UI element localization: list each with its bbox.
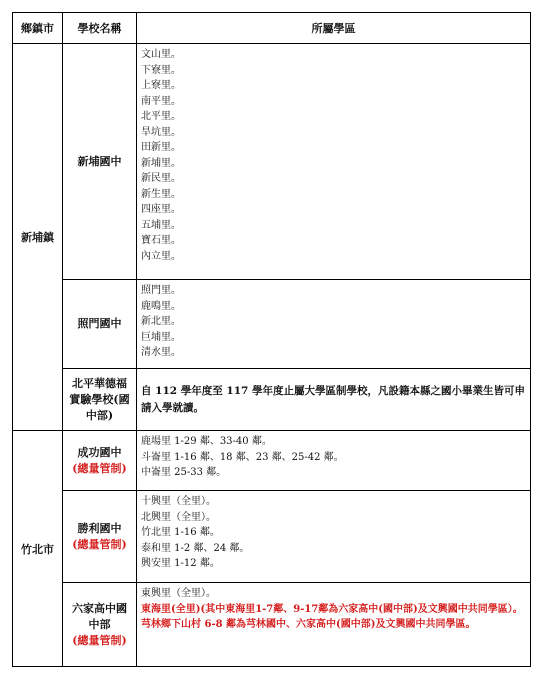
zone-line: 清水里。: [141, 347, 181, 358]
zone-line: 斗崙里 1-16 鄰、18 鄰、23 鄰、25-42 鄰。: [141, 451, 344, 463]
zone-line: 十興里（全里）。: [141, 496, 216, 507]
zone-line: 北平里。: [141, 111, 181, 122]
school-shengli-junior: [63, 491, 137, 583]
zone-line: 東興里（全里）。: [141, 588, 216, 599]
table-row: [13, 369, 531, 431]
zone-cell: [137, 369, 531, 431]
school-name-line: 中部): [85, 408, 114, 422]
town-cell-xinpu: 新埔鎮: [13, 44, 63, 431]
zone-line-highlight: 芎林鄉下山村 6-8 鄰為芎林國中、六家高中(國中部)及文興國中共同學區。: [141, 619, 476, 630]
zone-line: 新埔里。: [141, 157, 181, 169]
header-zone: 所屬學區: [137, 13, 531, 44]
school-district-table: [12, 12, 531, 667]
zone-line: 田新里。: [141, 142, 181, 153]
zone-cell: [137, 280, 531, 369]
table-row: [13, 280, 531, 369]
school-chenggong-junior: [63, 431, 137, 491]
school-beiping-waldorf: [63, 369, 137, 431]
zone-line: 巨埔里。: [141, 331, 181, 343]
header-town: 鄉鎮市: [13, 13, 63, 44]
zone-line: 竹北里 1-16 鄰。: [141, 527, 220, 538]
school-xinpu-junior: [63, 44, 137, 280]
header-school: 學校名稱: [63, 13, 137, 44]
school-name-line: 六家高中國: [72, 601, 127, 615]
zone-line: 泰和里 1-2 鄰、24 鄰。: [141, 542, 250, 554]
zone-line: 四座里。: [141, 204, 181, 215]
school-name-line: 中部: [88, 617, 111, 631]
zone-line: 寶石里。: [141, 235, 181, 246]
quota-control-label: (總量管制): [72, 633, 127, 647]
zone-line: 鹿場里 1-29 鄰、33-40 鄰。: [141, 436, 272, 447]
zone-line: 鹿鳴里。: [141, 300, 181, 312]
school-name-line: 實驗學校(國: [69, 392, 130, 406]
table-row: [13, 431, 531, 491]
zone-line: 中崙里 25-33 鄰。: [141, 467, 227, 478]
school-name-line: 北平華德福: [72, 376, 127, 390]
zone-line: 南平里。: [141, 95, 181, 107]
zone-line: 旱坑里。: [141, 126, 181, 138]
zone-line: 照門里。: [141, 285, 181, 296]
zone-line: 上寮里。: [141, 80, 181, 91]
zone-line: 新北里。: [141, 316, 181, 327]
zone-line-highlight: 東海里(全里)(其中東海里1-7鄰、9-17鄰為六家高中(國中部)及文興國中共同學區）。: [141, 603, 523, 615]
zone-line: 新生里。: [141, 188, 181, 200]
town-cell-zhubei: 竹北市: [13, 431, 63, 667]
zone-cell: [137, 431, 531, 491]
quota-control-label: (總量管制): [72, 537, 127, 551]
school-name: 新埔國中: [77, 154, 122, 168]
zone-note: 自 112 學年度至 117 學年度止屬大學區制學校，凡設籍本縣之國小畢業生皆可申請入學就讀。: [141, 384, 525, 414]
school-zhaomen-junior: [63, 280, 137, 369]
table-row: [13, 583, 531, 667]
zone-line: 文山里。: [141, 49, 181, 60]
quota-control-label: (總量管制): [72, 461, 127, 475]
zone-cell: [137, 491, 531, 583]
zone-line: 新民里。: [141, 173, 181, 184]
zone-line: 北興里（全里）。: [141, 511, 216, 523]
school-name: 照門國中: [77, 317, 122, 330]
table-row: [13, 44, 531, 280]
table-row: [13, 491, 531, 583]
school-name: 勝利國中: [77, 521, 122, 535]
zone-cell: [137, 583, 531, 667]
zone-cell: [137, 44, 531, 280]
school-name: 成功國中: [77, 445, 122, 459]
school-district-table-page: [12, 12, 530, 667]
zone-line: 下寮里。: [141, 64, 181, 76]
zone-line: 內立里。: [141, 250, 181, 262]
zone-line: 五埔里。: [141, 219, 181, 231]
school-liujia-high-junior: [63, 583, 137, 667]
header-row: [13, 13, 531, 44]
zone-line: 興安里 1-12 鄰。: [141, 558, 220, 569]
